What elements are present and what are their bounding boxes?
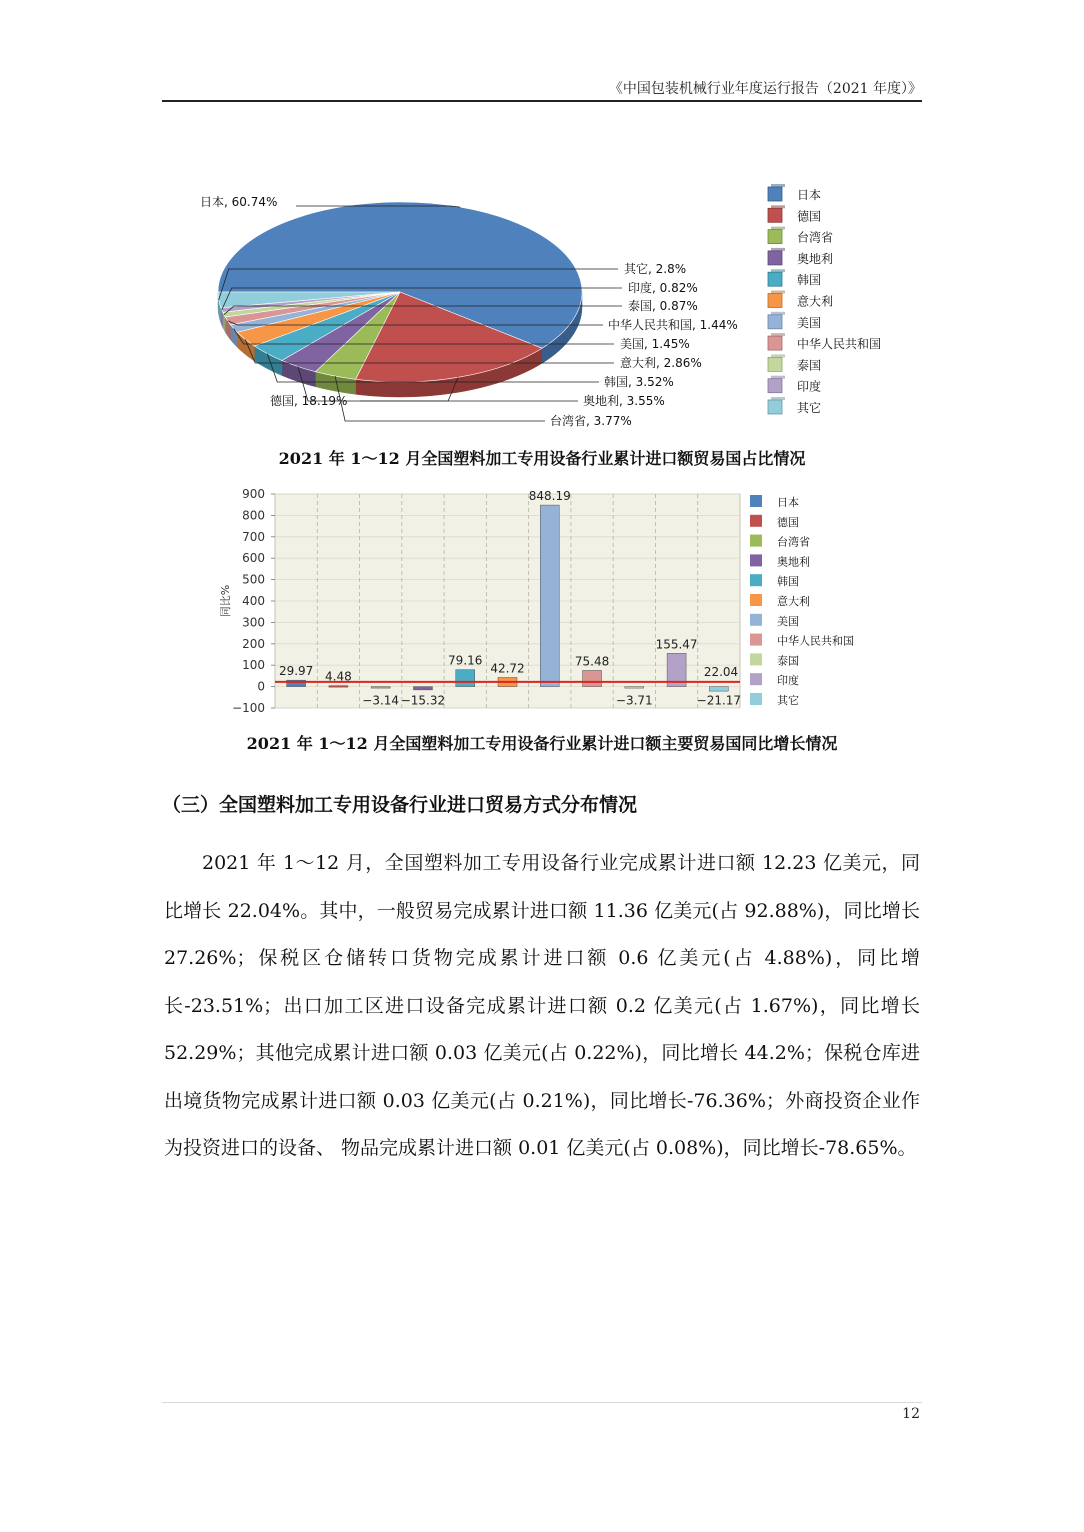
bar-legend-label-台湾省: 台湾省 [777,535,810,549]
legend-label-其它: 其它 [797,401,822,415]
bar-legend [750,495,854,707]
legend-swatch-其它 [768,400,782,414]
bar-legend-swatch-德国 [750,515,762,527]
footer-rule [162,1402,922,1403]
legend-swatch-中华人民共和国 [768,336,782,350]
pie-legend [768,184,881,415]
bar-legend-label-德国: 德国 [777,515,799,529]
bar-legend-swatch-美国 [750,614,762,626]
legend-label-印度: 印度 [797,379,822,394]
legend-swatch-top [771,312,785,315]
bar-台湾省 [371,687,390,689]
legend-swatch-top [771,184,785,187]
bar-legend-swatch-泰国 [750,653,762,665]
legend-swatch-日本 [768,187,782,201]
bar-ytick-label: 200 [242,636,265,651]
bar-value-label-德国: 4.48 [325,669,352,684]
legend-label-泰国: 泰国 [797,358,822,373]
pie-label-台湾省: 台湾省, 3.77% [550,414,632,428]
bar-ytick-label: 500 [242,572,265,587]
pie-label-德国: 德国, 18.19% [270,394,348,408]
bar-value-label-印度: 155.47 [655,637,698,652]
legend-swatch-top [771,376,785,379]
bar-中华人民共和国 [583,670,602,686]
running-header: 《中国包装机械行业年度运行报告（2021 年度）》 [608,81,922,97]
bar-legend-label-其它: 其它 [777,694,799,707]
bar-legend-label-日本: 日本 [777,496,799,509]
pie-chart [200,194,738,428]
bar-chart [218,487,741,715]
bar-泰国 [625,687,644,689]
legend-swatch-美国 [768,315,782,329]
pie-label-泰国: 泰国, 0.87% [628,299,698,313]
page-number: 12 [902,1406,920,1422]
bar-美国 [540,505,559,687]
legend-label-日本: 日本 [797,188,822,202]
bar-legend-swatch-中华人民共和国 [750,634,762,646]
legend-swatch-韩国 [768,272,782,286]
pie-label-印度: 印度, 0.82% [628,281,698,295]
pie-label-其它: 其它, 2.8% [624,262,687,276]
bar-legend-swatch-意大利 [750,594,762,606]
bar-ytick-label: 100 [242,658,265,673]
bar-ytick-label: 900 [242,487,265,501]
bar-韩国 [456,670,475,687]
legend-label-美国: 美国 [797,315,822,330]
legend-label-韩国: 韩国 [797,273,822,288]
legend-swatch-奥地利 [768,251,782,265]
bar-ytick-label: 400 [242,594,265,608]
bar-legend-swatch-日本 [750,495,762,507]
pie-label-奥地利: 奥地利, 3.55% [583,394,665,408]
pie-chart-caption: 2021 年 1～12 月全国塑料加工专用设备行业累计进口额贸易国占比情况 [278,449,806,468]
pie-label-中华人民共和国: 中华人民共和国, 1.44% [608,318,738,332]
legend-swatch-top [771,248,785,251]
bar-ytick-label: 0 [257,679,265,694]
bar-value-label-泰国: −3.71 [615,693,653,708]
bar-value-label-美国: 848.19 [528,489,571,504]
bar-legend-swatch-奥地利 [750,554,762,566]
bar-value-label-韩国: 79.16 [448,653,483,668]
bar-ytick-label: 700 [242,529,265,544]
legend-swatch-台湾省 [768,230,782,244]
bar-legend-label-韩国: 韩国 [777,575,799,589]
legend-swatch-德国 [768,208,782,222]
legend-label-德国: 德国 [797,209,822,224]
bar-ytick-label: −100 [232,701,265,715]
legend-swatch-top [771,333,785,336]
bar-legend-label-奥地利: 奥地利 [777,555,810,569]
bar-legend-swatch-台湾省 [750,535,762,547]
bar-value-label-意大利: 42.72 [490,661,525,676]
bar-legend-label-印度: 印度 [777,674,799,688]
legend-label-中华人民共和国: 中华人民共和国 [797,337,882,352]
legend-swatch-意大利 [768,294,782,308]
bar-ylabel: 同比% [219,584,232,618]
bar-ytick-label: 800 [242,508,265,523]
pie-label-日本: 日本, 60.74% [200,195,278,209]
bar-legend-label-美国: 美国 [777,614,799,628]
bar-ytick-label: 300 [242,615,265,630]
body-paragraph: 2021 年 1～12 月，全国塑料加工专用设备行业完成累计进口额 12.23 亿美元，同比增长 22.04%。其中，一般贸易完成累计进口额 11.36 亿美元(占 92.88%)，同比增长 27.26%；保税区仓储转口货物完成累计进口额 0.6 亿美元(占 4.88%)，同比增长-23.51%；出口加工区进口设备完成累计进口额 0.2 亿美元(占 1.67%)，同比增长 52.29%；其他完成累计进口额 0.03 亿美元(占 0.22%)，同比增长 44.2%；保税仓库进出境货物完成累计进口额 0.03 亿美元(占 0.21%)，同比增长-76.36%；外商投资企业作为投资进口的设备、 物品完成累计进口额 0.01 亿美元(占 0.08%)，同比增长-78.65%。 [164,852,920,1159]
legend-swatch-top [771,269,785,272]
bar-legend-label-中华人民共和国: 中华人民共和国 [777,634,854,648]
legend-swatch-top [771,397,785,400]
pie-label-韩国: 韩国, 3.52% [604,375,674,389]
bar-legend-swatch-其它 [750,693,762,705]
legend-label-台湾省: 台湾省 [797,230,834,245]
pie-label-美国: 美国, 1.45% [620,337,690,351]
bar-legend-label-意大利: 意大利 [777,595,810,608]
bar-value-label-奥地利: −15.32 [400,693,446,708]
legend-swatch-top [771,227,785,230]
bar-reference-label: 22.04 [703,664,739,679]
bar-value-label-中华人民共和国: 75.48 [574,654,610,669]
bar-value-label-台湾省: −3.14 [362,693,400,708]
legend-swatch-印度 [768,379,782,393]
legend-swatch-泰国 [768,357,782,371]
legend-swatch-top [771,205,785,208]
bar-德国 [329,686,348,688]
legend-swatch-top [771,291,785,294]
legend-label-意大利: 意大利 [797,294,834,309]
bar-ytick-label: 600 [242,551,265,566]
bar-legend-swatch-印度 [750,673,762,685]
legend-label-奥地利: 奥地利 [797,251,834,266]
bar-value-label-日本: 29.97 [278,664,314,679]
bar-legend-label-泰国: 泰国 [777,654,799,668]
bar-奥地利 [413,687,432,690]
bar-legend-swatch-韩国 [750,574,762,586]
bar-value-label-其它: −21.17 [696,693,742,708]
bar-chart-caption: 2021 年 1～12 月全国塑料加工专用设备行业累计进口额主要贸易国同比增长情况 [246,734,838,753]
legend-swatch-top [771,354,785,357]
charts-canvas [0,0,1084,760]
pie-label-意大利: 意大利, 2.86% [620,356,702,370]
section-heading: （三）全国塑料加工专用设备行业进口贸易方式分布情况 [162,794,638,816]
bar-其它 [709,687,728,692]
